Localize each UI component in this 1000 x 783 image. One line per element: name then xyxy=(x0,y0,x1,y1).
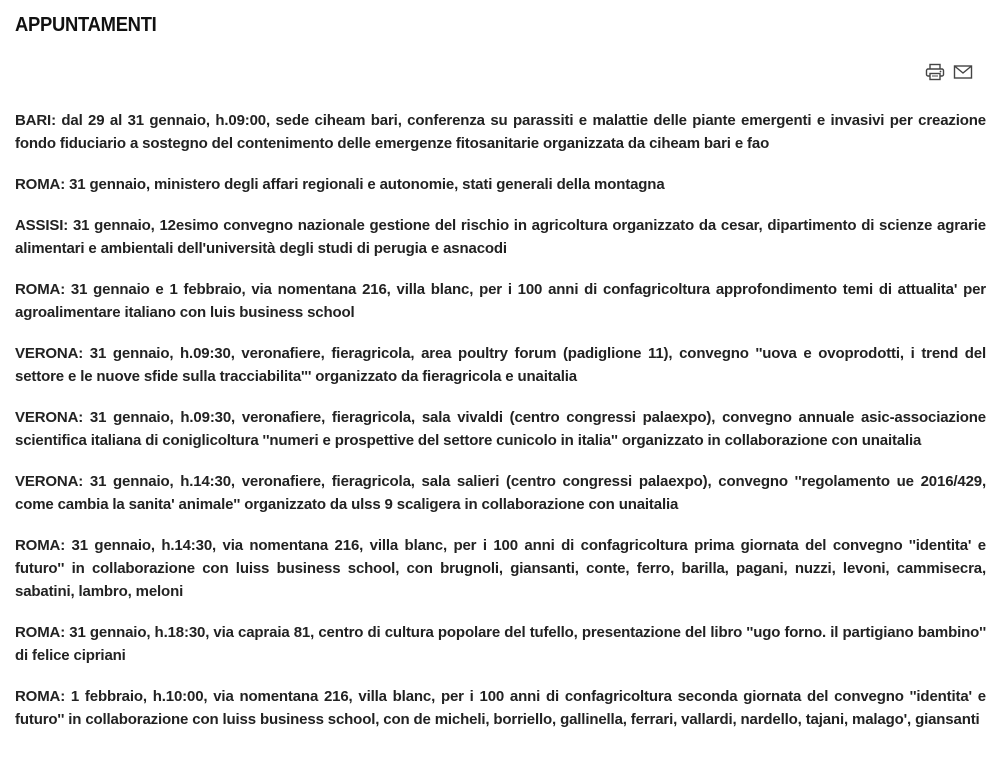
appointment-entry: ROMA: 1 febbraio, h.10:00, via nomentana 216, villa blanc, per i 100 anni di confagricoltura seconda giornata del convegno ''identita' e futuro'' in collaborazione con luiss business school, con de micheli, borriello, gallinella, ferrari, vallardi, nardello, tajani, malago', giansanti xyxy=(15,688,986,728)
appointment-entry: VERONA: 31 gennaio, h.09:30, veronafiere, fieragricola, sala vivaldi (centro congressi palaexpo), convegno annuale asic-associazione scientifica italiana di coniglicoltura ''numeri e prospettive del settore cunicolo in italia'' organizzato in collaborazione con unaitalia xyxy=(15,409,986,449)
appointment-entry: VERONA: 31 gennaio, h.09:30, veronafiere, fieragricola, area poultry forum (padiglione 11), convegno ''uova e ovoprodotti, i trend del settore e le nuove sfide sulla tracciabilita''' organizzato da fieragricola e unaitalia xyxy=(15,345,986,385)
page-title: APPUNTAMENTI xyxy=(15,14,157,36)
envelope-icon[interactable] xyxy=(953,63,973,81)
appointment-entry: ROMA: 31 gennaio, h.14:30, via nomentana 216, villa blanc, per i 100 anni di confagricoltura prima giornata del convegno ''identita' e futuro'' in collaborazione con luiss business school, con brugnoli, giansanti, conte, ferro, barilla, pagani, nuzzi, levoni, cammisecra, sabatini, lambro, meloni xyxy=(15,537,986,600)
printer-icon[interactable] xyxy=(925,63,945,81)
appointment-entry: ASSISI: 31 gennaio, 12esimo convegno nazionale gestione del rischio in agricoltura organizzato da cesar, dipartimento di scienze agrarie alimentari e ambientali dell'università degli studi di perugia e asnacodi xyxy=(15,217,986,257)
appointments-list xyxy=(15,109,986,749)
article-tools xyxy=(925,63,973,81)
appointment-entry: ROMA: 31 gennaio e 1 febbraio, via nomentana 216, villa blanc, per i 100 anni di confagricoltura approfondimento temi di attualita' per agroalimentare italiano con luis business school xyxy=(15,281,986,321)
appointment-entry: BARI: dal 29 al 31 gennaio, h.09:00, sede ciheam bari, conferenza su parassiti e malattie delle piante emergenti e invasivi per creazione fondo fiduciario a sostegno del contenimento delle emergenze fitosanitarie organizzata da ciheam bari e fao xyxy=(15,112,986,152)
appointment-entry: VERONA: 31 gennaio, h.14:30, veronafiere, fieragricola, sala salieri (centro congressi palaexpo), convegno ''regolamento ue 2016/429, come cambia la sanita' animale'' organizzato da ulss 9 scaligera in collaborazione con unaitalia xyxy=(15,473,986,513)
appointment-entry: ROMA: 31 gennaio, h.18:30, via capraia 81, centro di cultura popolare del tufello, presentazione del libro ''ugo forno. il partigiano bambino'' di felice cipriani xyxy=(15,624,986,664)
appointment-entry: ROMA: 31 gennaio, ministero degli affari regionali e autonomie, stati generali della montagna xyxy=(15,176,665,193)
